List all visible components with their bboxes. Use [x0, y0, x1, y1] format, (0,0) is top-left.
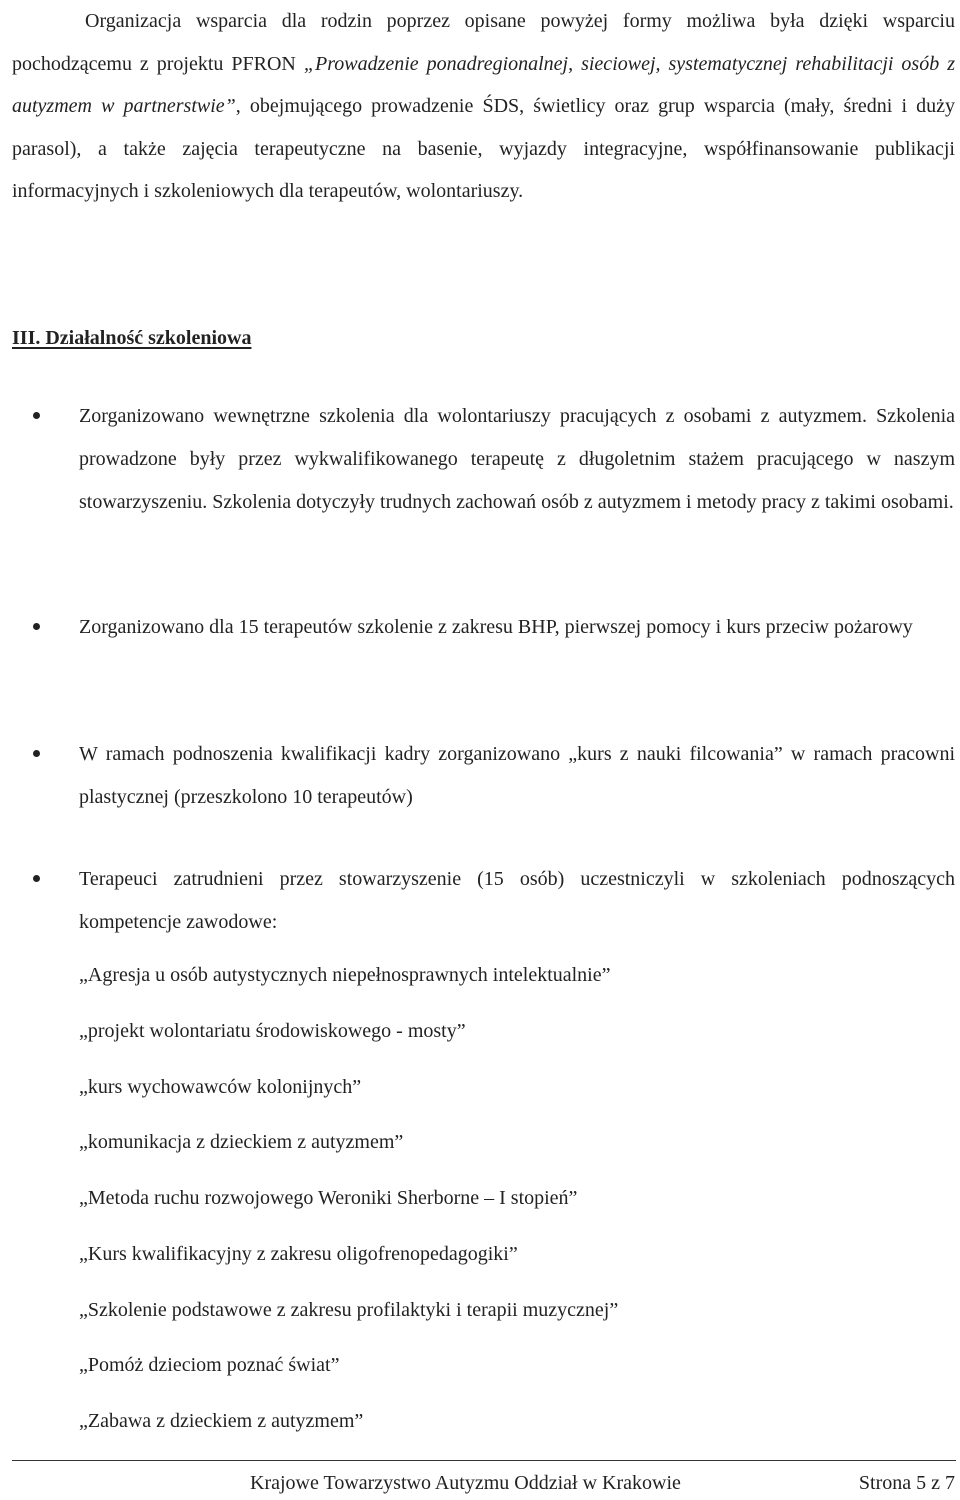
course-item: „komunikacja z dzieckiem z autyzmem”	[79, 1131, 404, 1154]
intro-text-start: Organizacja wsparcia dla rodzin poprzez opisane powyżej formy możliwa była dzięki wsparciu pochodzącemu z projektu PFRON	[12, 10, 955, 75]
page-number: Strona 5 z 7	[858, 1472, 955, 1494]
course-item: „Pomóż dzieciom poznać świat”	[79, 1354, 340, 1377]
bullet-item-bhp-training	[79, 606, 955, 649]
course-item: „Agresja u osób autystycznych niepełnosprawnych intelektualnie”	[79, 964, 611, 986]
bullet-text: Zorganizowano wewnętrzne szkolenia dla wolontariuszy pracujących z osobami z autyzmem. Szkolenia prowadzone były przez wykwalifikowanego terapeutę z długoletnim stażem pracującego w naszym stowarzyszeniu. Szkolenia dotyczyły trudnych zachowań osób z autyzmem i metody pracy z takimi osobami.	[79, 405, 955, 513]
bullet-icon	[33, 750, 40, 757]
bullet-icon	[33, 623, 40, 630]
bullet-icon	[33, 875, 40, 882]
project-title: „Prowadzenie ponadregionalnej, sieciowej, systematycznej rehabilitacji osób z autyzmem w partnerstwie”	[12, 52, 955, 117]
course-item: „Zabawa z dzieckiem z autyzmem”	[79, 1410, 364, 1432]
footer-organization: Krajowe Towarzystwo Autyzmu Oddział w Krakowie	[250, 1472, 681, 1494]
page-footer	[250, 1466, 955, 1500]
intro-text-end: , obejmującego prowadzenie ŚDS, świetlicy oraz grup wsparcia (mały, średni i duży parasol), a także zajęcia terapeutyczne na basenie, wyjazdy integracyjne, współfinansowanie publikacji informacyjnych i szkoleniowych dla terapeutów, wolontariuszy.	[12, 95, 955, 202]
bullet-text: W ramach podnoszenia kwalifikacji kadry zorganizowano „kurs z nauki filcowania” w ramach pracowni plastycznej (przeszkolono 10 terapeutów)	[79, 743, 955, 808]
course-list	[79, 955, 949, 1457]
bullet-text: Zorganizowano dla 15 terapeutów szkolenie z zakresu BHP, pierwszej pomocy i kurs przeciw pożarowy	[79, 616, 913, 638]
bullet-item-therapists-training	[79, 858, 955, 944]
bullet-item-felting-course	[79, 733, 955, 819]
course-item: „Kurs kwalifikacyjny z zakresu oligofrenopedagogiki”	[79, 1242, 518, 1265]
bullet-text: Terapeuci zatrudnieni przez stowarzyszenie (15 osób) uczestniczyli w szkoleniach podnoszących kompetencje zawodowe:	[79, 868, 955, 933]
intro-paragraph	[12, 0, 955, 213]
course-item: „Metoda ruchu rozwojowego Weroniki Sherborne – I stopień”	[79, 1187, 578, 1209]
course-item: „Szkolenie podstawowe z zakresu profilaktyki i terapii muzycznej”	[79, 1298, 619, 1321]
course-item: „projekt wolontariatu środowiskowego - mosty”	[79, 1019, 466, 1042]
bullet-item-internal-training	[79, 395, 955, 524]
course-item: „kurs wychowawców kolonijnych”	[79, 1075, 362, 1098]
bullet-icon	[33, 412, 40, 419]
section-heading: III. Działalność szkoleniowa	[12, 327, 252, 349]
footer-divider	[12, 1460, 956, 1461]
